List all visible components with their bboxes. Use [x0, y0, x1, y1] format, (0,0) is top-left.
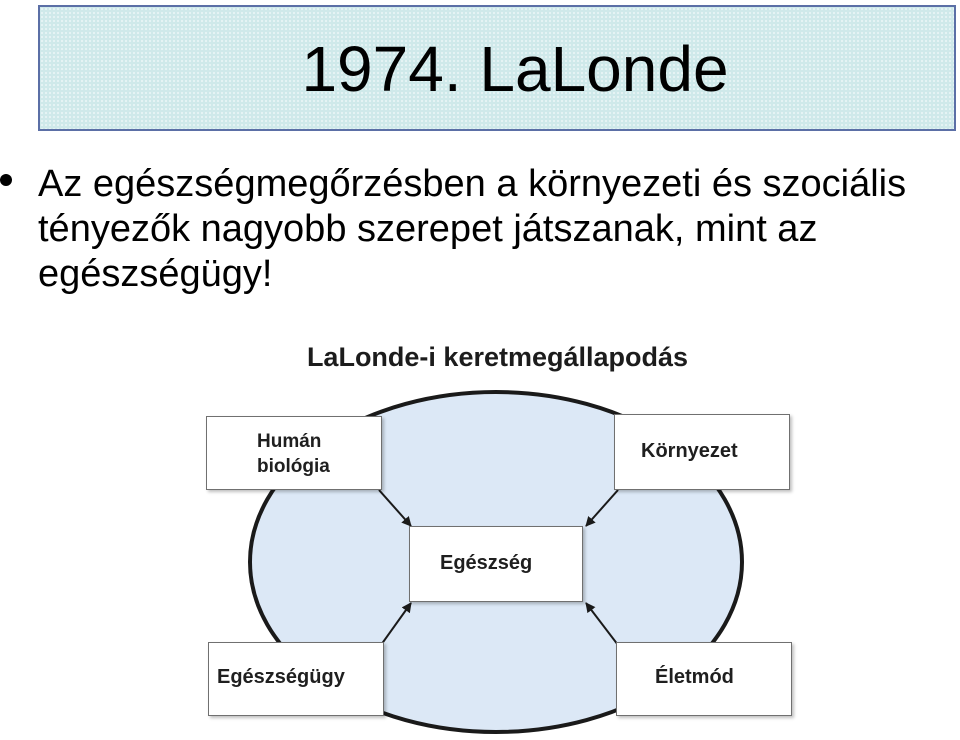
box-environment-label: Környezet [641, 440, 738, 462]
box-healthcare-label: Egészségügy [217, 666, 345, 688]
diagram-title: LaLonde-i keretmegállapodás [306, 342, 689, 372]
box-environment [614, 414, 790, 490]
box-lifestyle [616, 642, 792, 716]
lalonde-diagram [0, 330, 960, 740]
box-human-biology-label: Humán biológia [257, 431, 330, 477]
box-lifestyle-label: Életmód [655, 666, 734, 688]
box-health [409, 526, 583, 602]
title-band [38, 5, 956, 131]
bullet-text: Az egészségmegőrzésben a környezeti és szociális tényezők nagyobb szerepet játszanak, mint az egészségügy! [38, 163, 907, 295]
slide-title: 1974. LaLonde [301, 33, 729, 105]
box-human-biology [206, 416, 382, 490]
box-health-label: Egészség [440, 552, 533, 574]
box-healthcare [208, 642, 384, 716]
bullet-icon [0, 174, 12, 186]
